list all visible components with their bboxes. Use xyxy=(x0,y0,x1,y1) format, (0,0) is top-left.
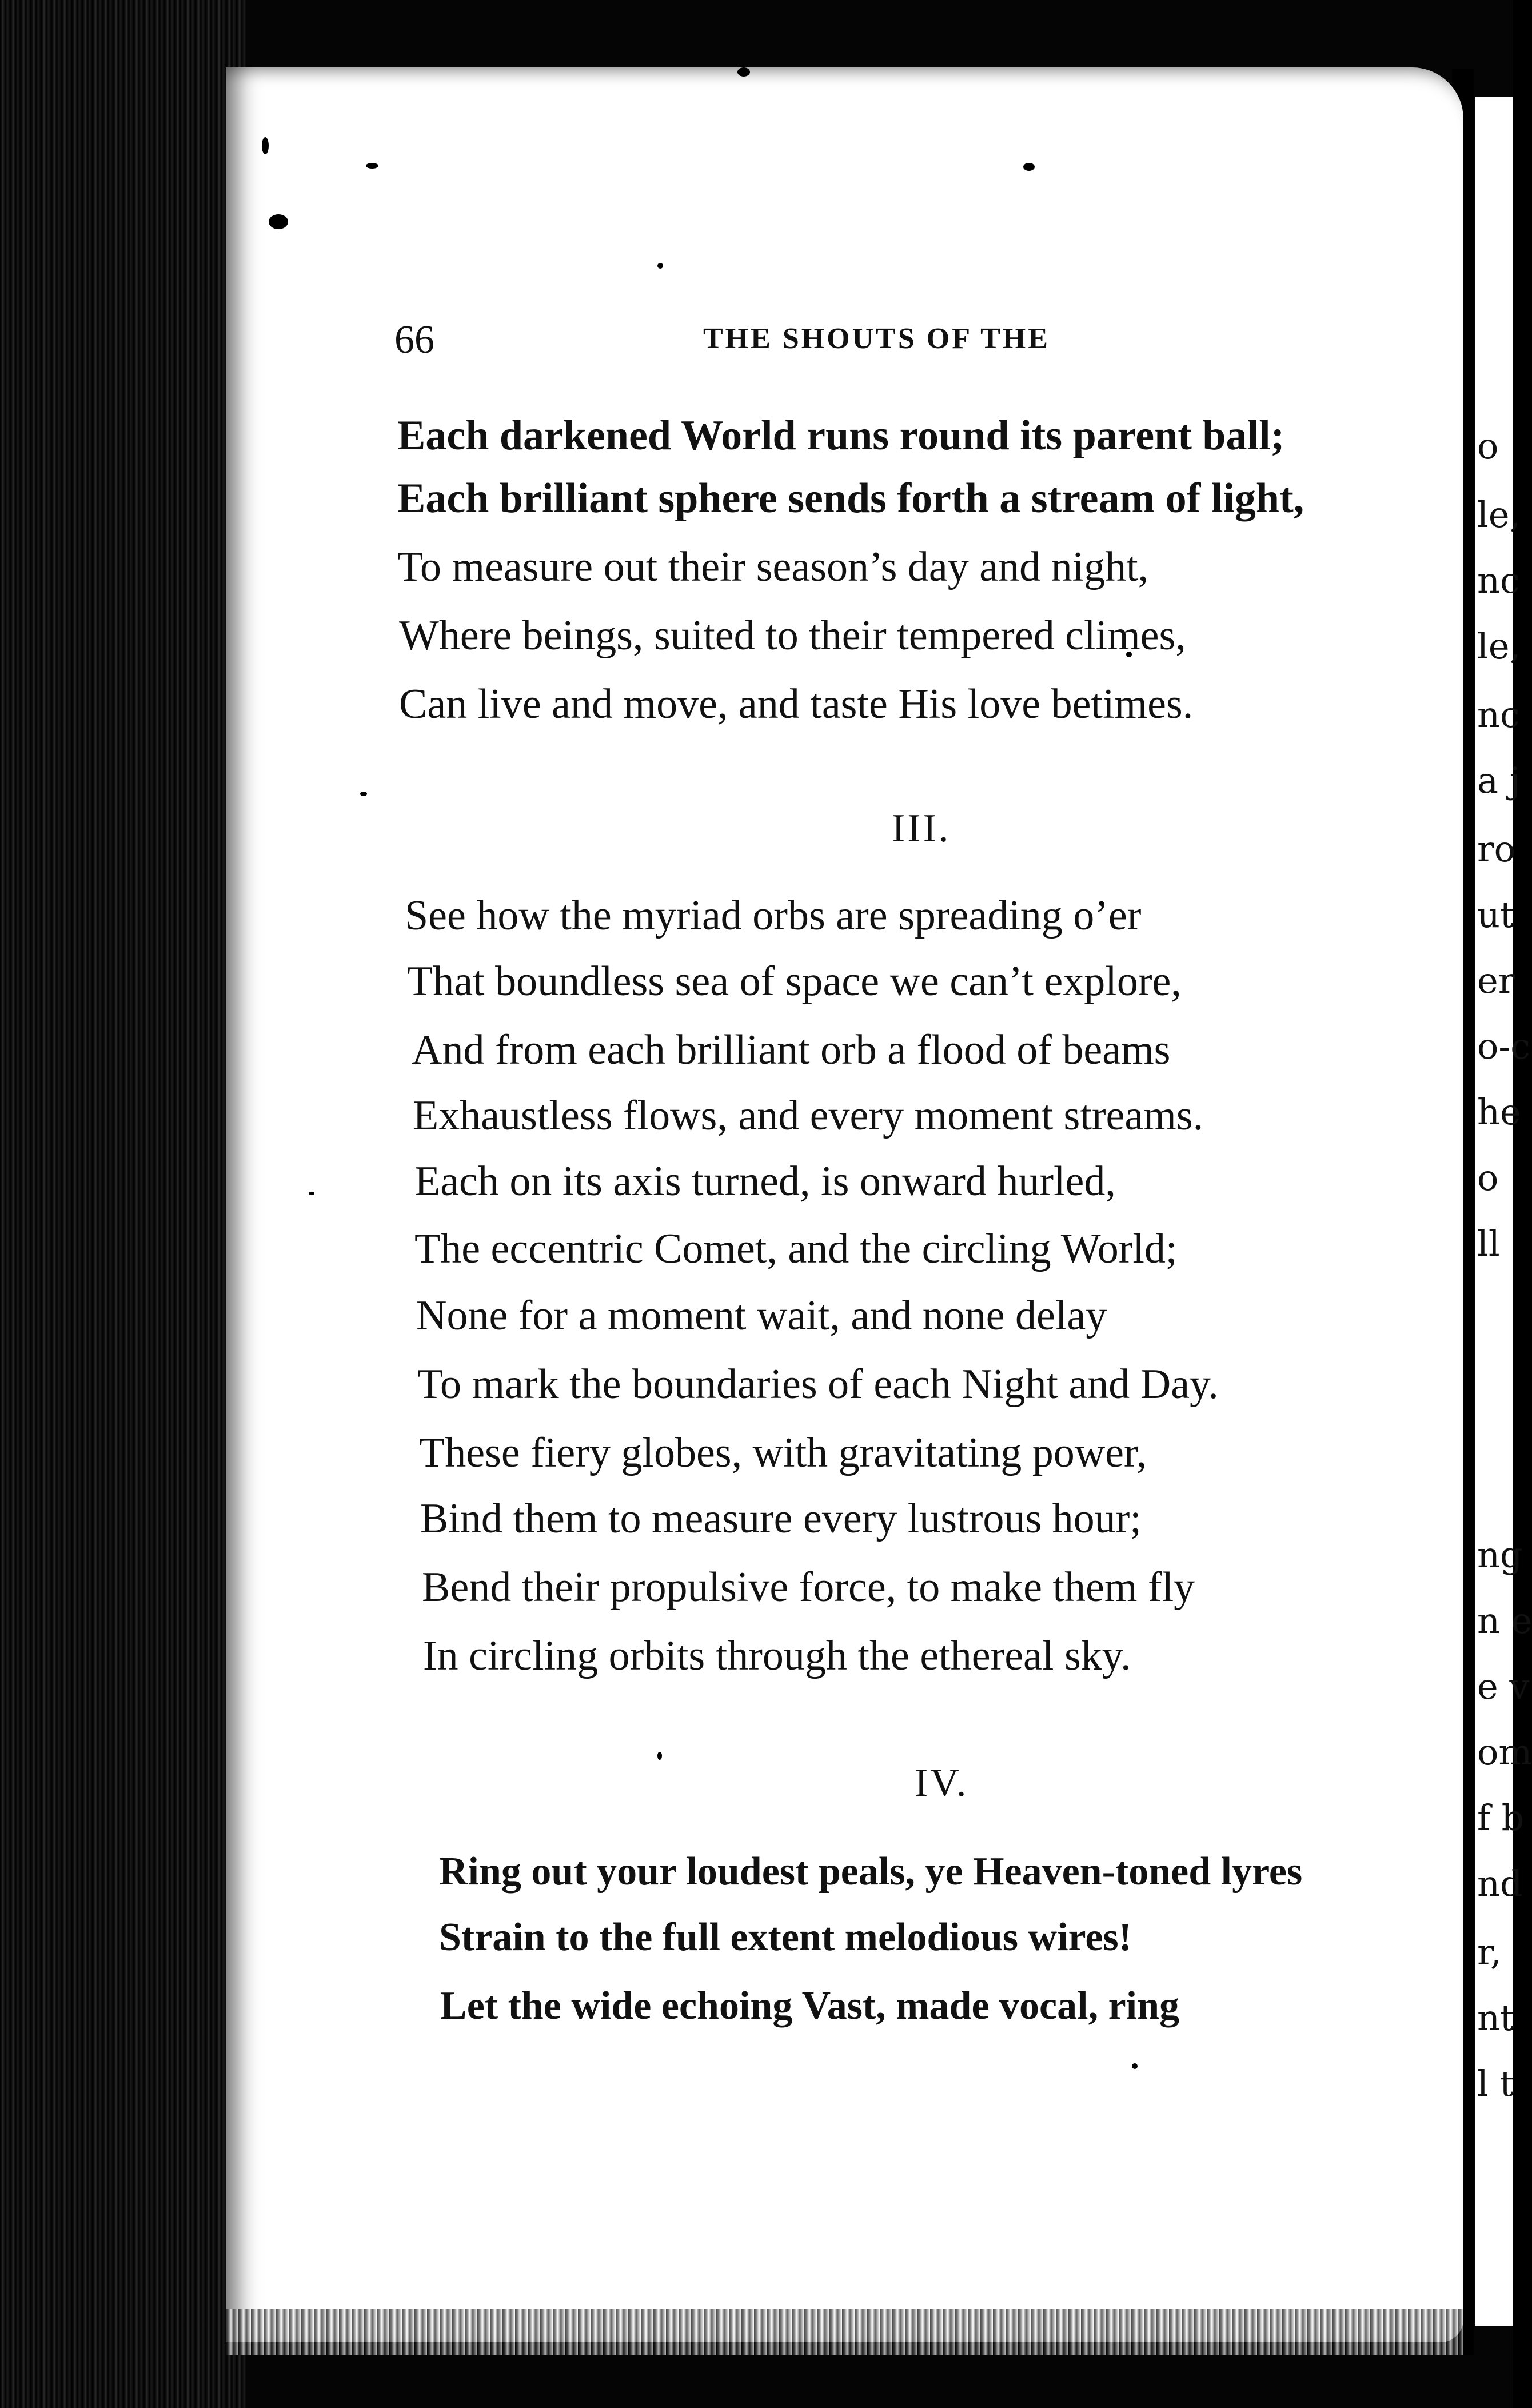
verse-line: Each brilliant sphere sends forth a stream of light, xyxy=(397,475,1304,522)
verse-line: Bind them to measure every lustrous hour; xyxy=(420,1495,1142,1542)
next-page-fragment: ll xyxy=(1477,1223,1500,1264)
scan-speck xyxy=(1023,163,1035,171)
scan-speck xyxy=(737,67,750,77)
next-page-fragment: nt xyxy=(1477,1997,1514,2039)
scan-speck xyxy=(657,1752,662,1760)
verse-line: Exhaustless flows, and every moment streams. xyxy=(413,1092,1204,1139)
page-number: 66 xyxy=(394,318,434,362)
verse-line: And from each brilliant orb a flood of beams xyxy=(412,1027,1171,1073)
scan-speck xyxy=(1132,2063,1138,2069)
next-page-fragment: n e xyxy=(1477,1600,1532,1642)
next-page-fragment: om xyxy=(1477,1731,1532,1773)
scan-speck xyxy=(269,214,288,229)
next-page-fragment: nc xyxy=(1477,560,1520,601)
next-page-fragment: l t xyxy=(1477,2063,1514,2104)
next-page-fragment: r, xyxy=(1477,1931,1502,1973)
verse-line: Can live and move, and taste His love betimes. xyxy=(399,681,1194,728)
verse-line: Ring out your loudest peals, ye Heaven-toned lyres xyxy=(439,1850,1303,1894)
next-page-fragment: le, xyxy=(1477,625,1521,667)
verse-line: The eccentric Comet, and the circling World; xyxy=(414,1225,1178,1272)
verse-line: None for a moment wait, and none delay xyxy=(416,1292,1107,1339)
next-page-fragment: o xyxy=(1477,1157,1499,1199)
verse-line: In circling orbits through the ethereal sky. xyxy=(423,1632,1131,1679)
verse-line: See how the myriad orbs are spreading o’er xyxy=(405,892,1142,939)
next-page-fragment: nd xyxy=(1477,1863,1523,1904)
next-page-fragment: e v xyxy=(1477,1666,1530,1707)
verse-line: That boundless sea of space we can’t explore, xyxy=(407,958,1182,1005)
scan-speck xyxy=(262,137,269,154)
next-page-fragment: a j xyxy=(1477,760,1521,801)
section-numeral-iii: III. xyxy=(892,806,951,850)
running-head: THE SHOUTS OF THE xyxy=(703,322,1050,355)
verse-line: Strain to the full extent melodious wires! xyxy=(439,1915,1132,1959)
page-bottom-edge xyxy=(226,2309,1463,2355)
scan-speck xyxy=(309,1192,314,1195)
next-page-fragment: er xyxy=(1477,960,1515,1001)
page-header xyxy=(394,317,1309,369)
next-page-fragment: o xyxy=(1477,425,1499,467)
next-page-fragment: ng xyxy=(1477,1534,1523,1576)
next-page-fragment: o-c xyxy=(1477,1025,1530,1067)
next-page-fragment: he xyxy=(1477,1091,1521,1133)
verse-line: To mark the boundaries of each Night and Day. xyxy=(417,1361,1219,1408)
verse-line: Each on its axis turned, is onward hurled, xyxy=(414,1158,1116,1205)
section-numeral-iv: IV. xyxy=(915,1761,969,1805)
next-page-fragment: ut xyxy=(1477,894,1514,936)
next-page-fragment: le, xyxy=(1477,494,1521,536)
verse-line: These fiery globes, with gravitating power, xyxy=(419,1429,1147,1476)
next-page-edge xyxy=(1475,97,1532,2326)
verse-line: Where beings, suited to their tempered climes, xyxy=(399,612,1186,659)
scan-speck xyxy=(366,163,378,169)
scan-speck xyxy=(360,792,367,796)
next-page-fragment: ro xyxy=(1477,828,1515,870)
verse-line: Let the wide echoing Vast, made vocal, ring xyxy=(440,1984,1180,2028)
verse-line: Bend their propulsive force, to make them fly xyxy=(422,1564,1195,1611)
scan-speck xyxy=(657,263,663,269)
book-gutter xyxy=(0,0,246,2408)
next-page-fragment: nc xyxy=(1477,694,1520,736)
verse-line: Each darkened World runs round its parent ball; xyxy=(397,412,1285,459)
next-page-fragment: f b xyxy=(1477,1797,1525,1839)
verse-line: To measure out their season’s day and night, xyxy=(397,544,1149,590)
